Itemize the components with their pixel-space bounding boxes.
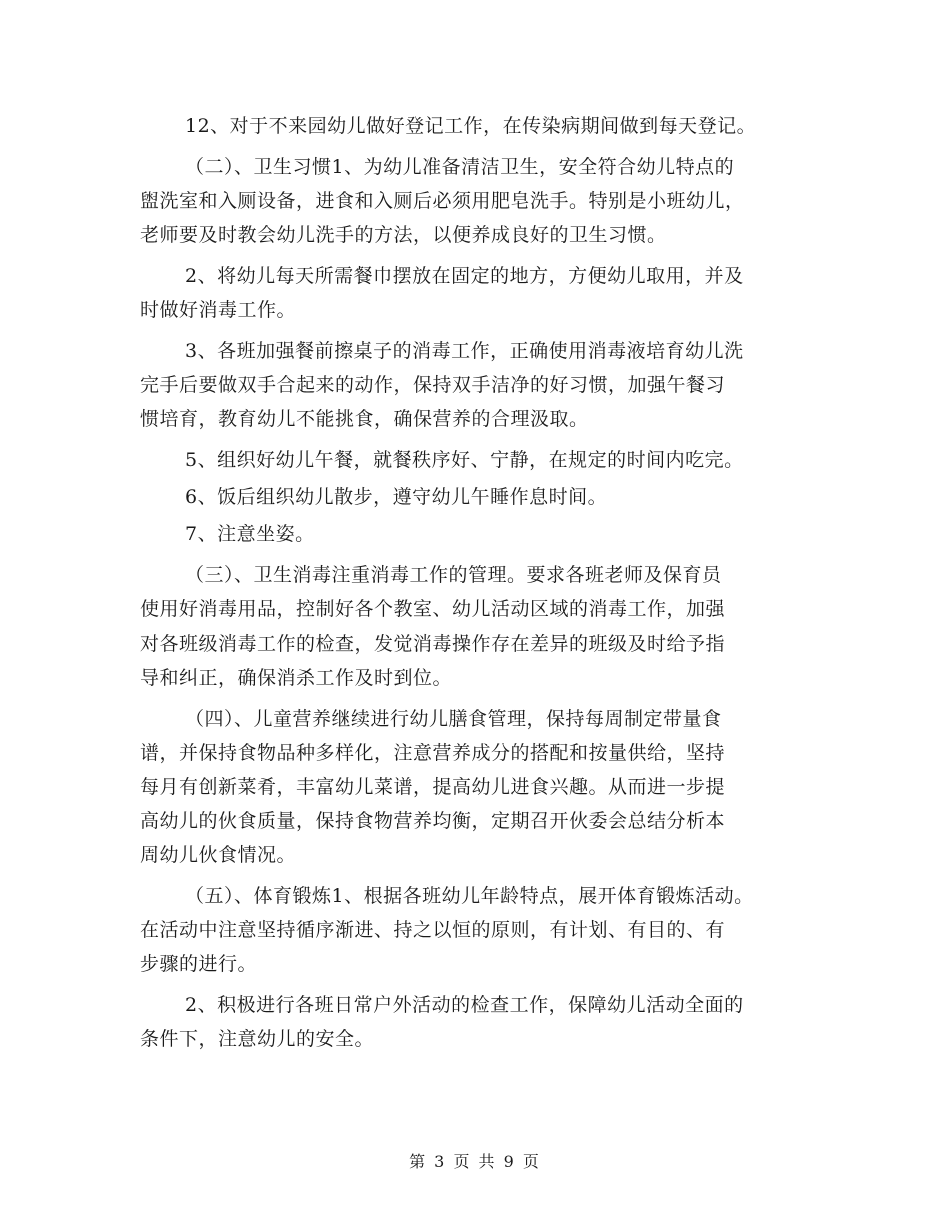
text-line: 步骤的进行。: [140, 953, 258, 975]
text-line: 高幼儿的伙食质量，保持食物营养均衡，定期召开伙委会总结分析本: [140, 810, 726, 832]
text-line: （四）、儿童营养继续进行幼儿膳食管理，保持每周制定带量食: [185, 708, 722, 730]
text-line: 每月有创新菜肴，丰富幼儿菜谱，提高幼儿进食兴趣。从而进一步提: [140, 776, 726, 798]
text-line: （二）、卫生习惯1、为幼儿准备清洁卫生，安全符合幼儿特点的: [185, 156, 735, 178]
text-line: 2、积极进行各班日常户外活动的检查工作，保障幼儿活动全面的: [185, 994, 744, 1016]
text-line: 7、注意坐姿。: [185, 523, 315, 545]
text-line: 老师要及时教会幼儿洗手的方法，以便养成良好的卫生习惯。: [140, 224, 667, 246]
text-line: 2、将幼儿每天所需餐巾摆放在固定的地方，方便幼儿取用，并及: [185, 265, 744, 287]
text-line: （五）、体育锻炼1、根据各班幼儿年龄特点，展开体育锻炼活动。: [185, 885, 754, 907]
text-line: 3、各班加强餐前擦桌子的消毒工作，正确使用消毒液培育幼儿洗: [185, 340, 744, 362]
text-line: 6、饭后组织幼儿散步，遵守幼儿午睡作息时间。: [185, 486, 608, 508]
page-number-footer: 第 3 页 共 9 页: [409, 1152, 541, 1171]
text-line: 惯培育，教育幼儿不能挑食，确保营养的合理汲取。: [140, 408, 589, 430]
text-line: 盥洗室和入厕设备，进食和入厕后必须用肥皂洗手。特别是小班幼儿，: [140, 190, 745, 212]
text-line: 在活动中注意坚持循序渐进、持之以恒的原则，有计划、有目的、有: [140, 919, 726, 941]
text-line: 周幼儿伙食情况。: [140, 844, 297, 866]
text-line: 完手后要做双手合起来的动作，保持双手洁净的好习惯，加强午餐习: [140, 374, 726, 396]
text-line: （三）、卫生消毒注重消毒工作的管理。要求各班老师及保育员: [185, 564, 722, 586]
text-line: 使用好消毒用品，控制好各个教室、幼儿活动区域的消毒工作，加强: [140, 598, 726, 620]
text-line: 时做好消毒工作。: [140, 299, 297, 321]
text-line: 谱，并保持食物品种多样化，注意营养成分的搭配和按量供给，坚持: [140, 742, 726, 764]
text-line: 条件下，注意幼儿的安全。: [140, 1028, 375, 1050]
text-line: 12、对于不来园幼儿做好登记工作，在传染病期间做到每天登记。: [185, 115, 757, 137]
text-line: 5、组织好幼儿午餐，就餐秩序好、宁静，在规定的时间内吃完。: [185, 449, 744, 471]
text-line: 对各班级消毒工作的检查，发觉消毒操作存在差异的班级及时给予指: [140, 633, 726, 655]
text-line: 导和纠正，确保消杀工作及时到位。: [140, 667, 453, 689]
